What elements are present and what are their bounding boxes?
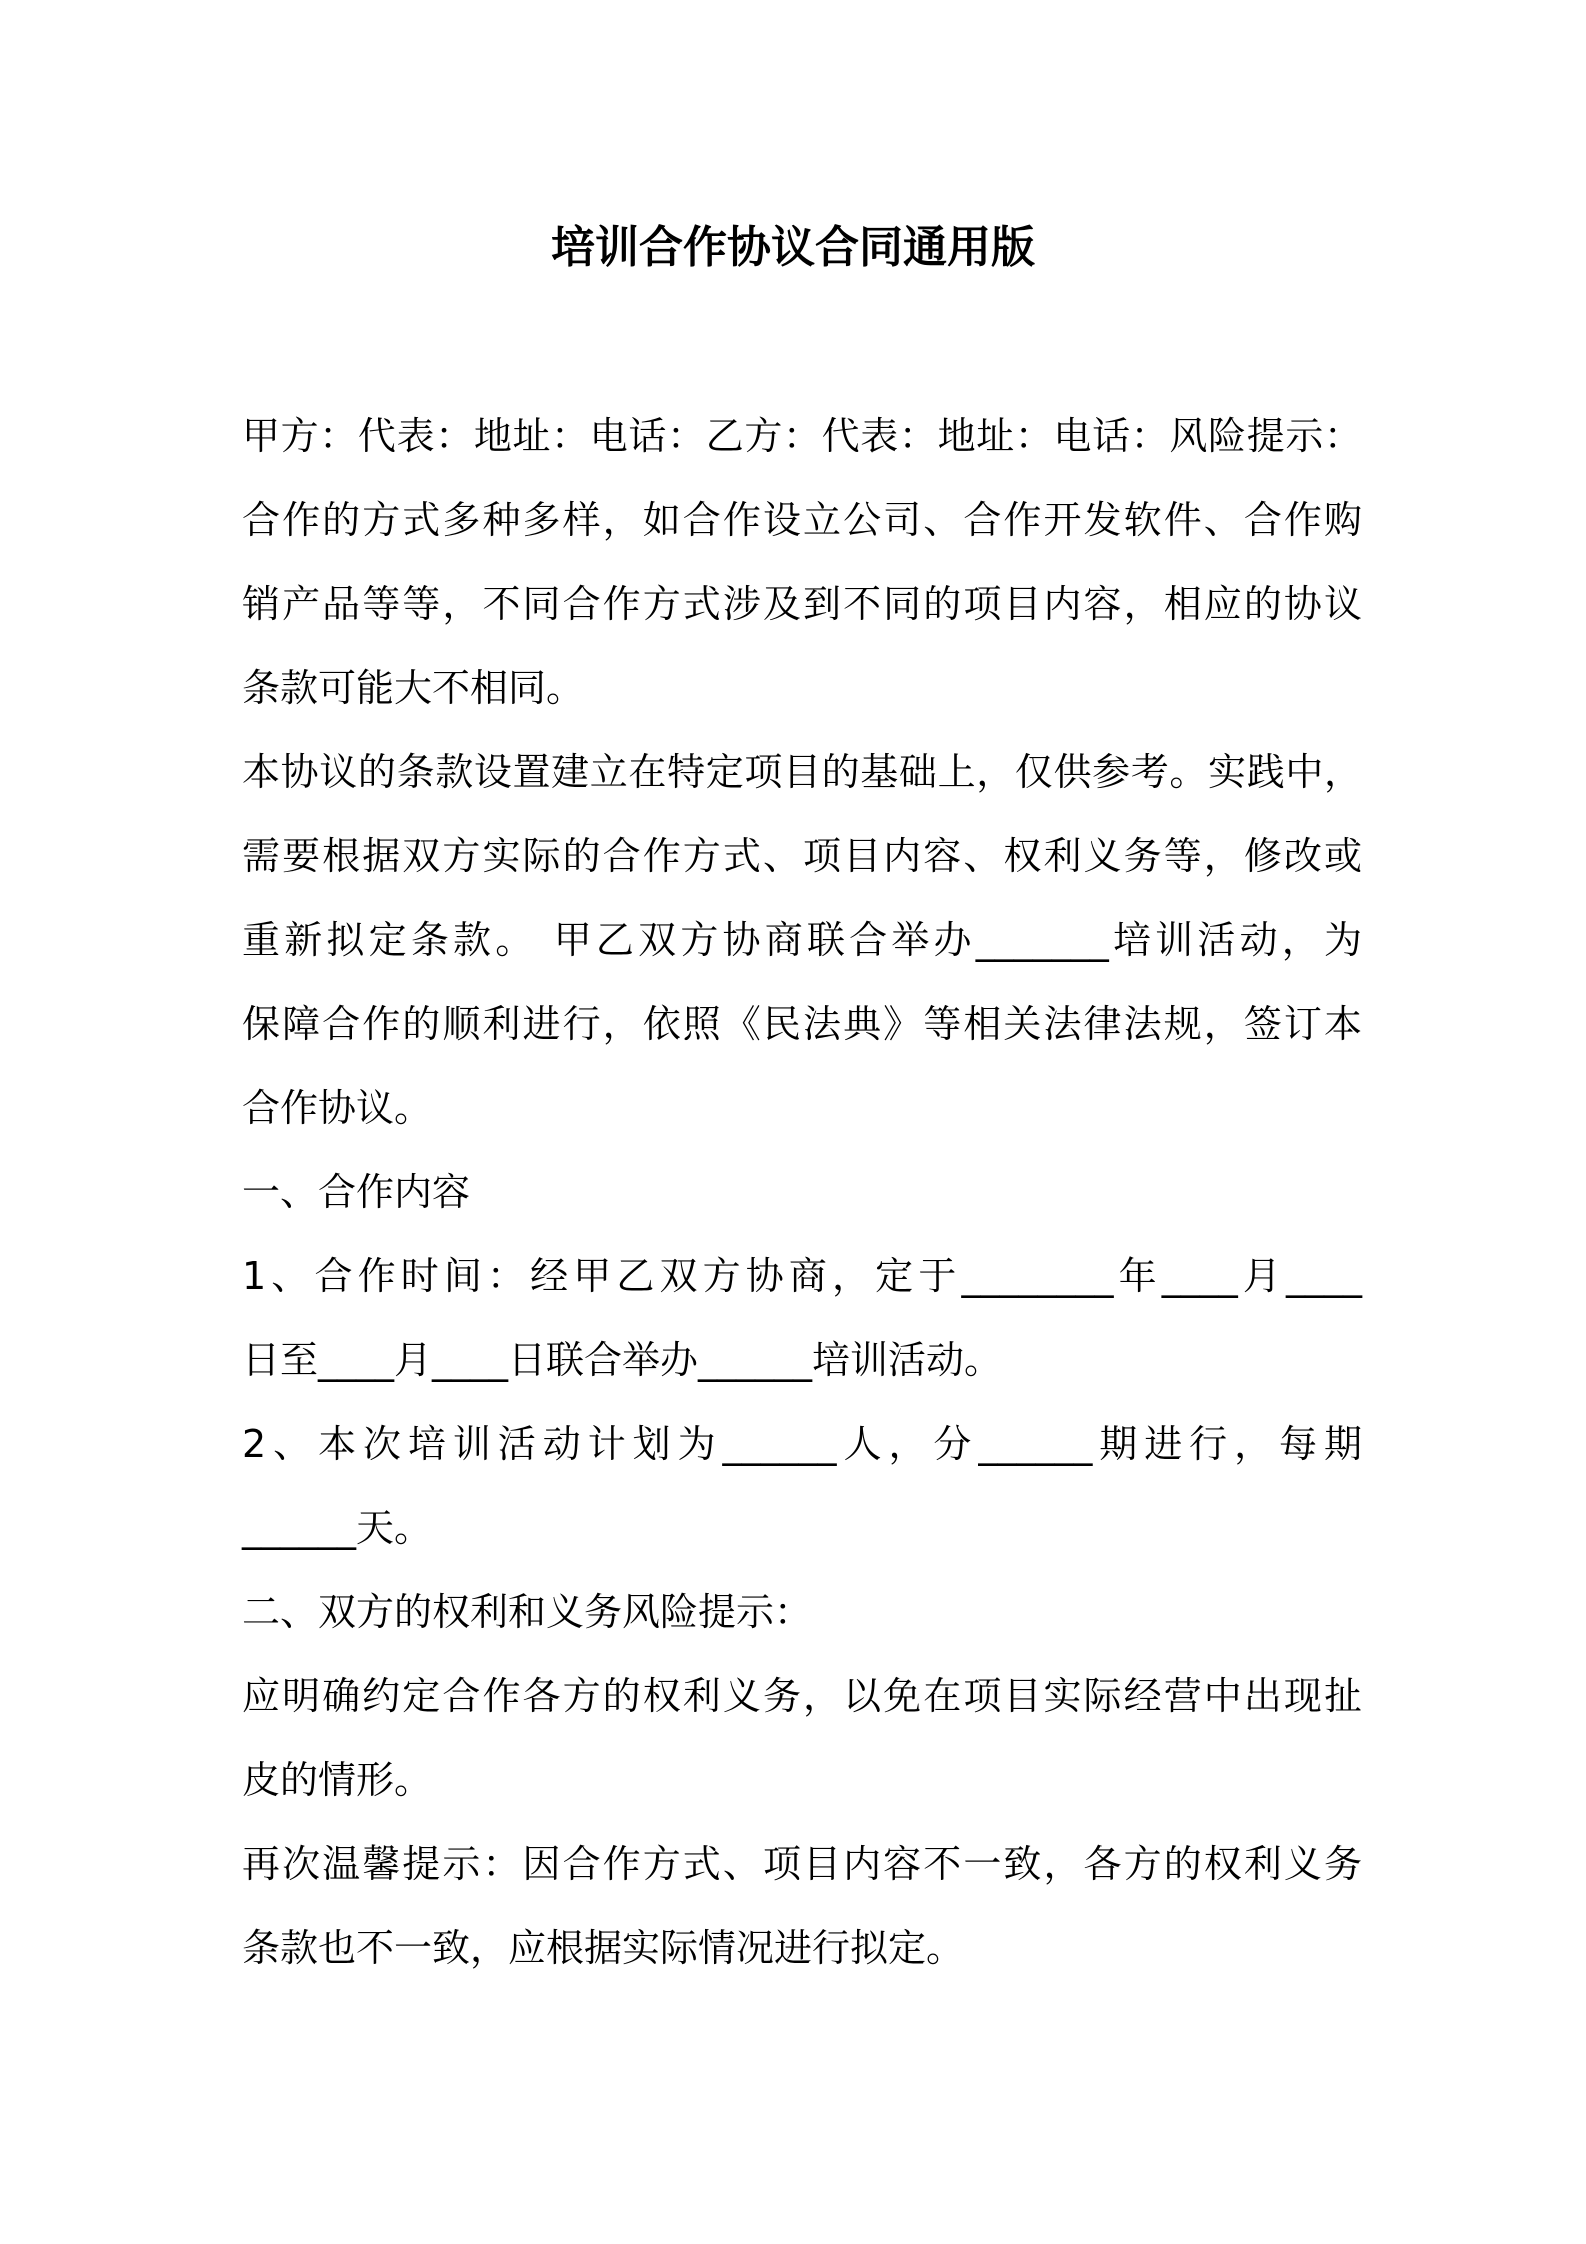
body-line: 需要根据双方实际的合作方式、项目内容、权利义务等，修改或 xyxy=(242,834,1362,878)
section-heading: 二、双方的权利和义务风险提示： xyxy=(242,1590,813,1634)
body-line: 日至____月____日联合举办______培训活动。 xyxy=(242,1338,1003,1382)
body-line: 再次温馨提示：因合作方式、项目内容不一致，各方的权利义务 xyxy=(242,1842,1362,1886)
body-line: 2、本次培训活动计划为______人，分______期进行，每期 xyxy=(242,1422,1362,1466)
body-line: 甲方：代表：地址：电话：乙方：代表：地址：电话：风险提示： xyxy=(242,414,1362,458)
body-line: 1、合作时间：经甲乙双方协商，定于________年____月____ xyxy=(242,1254,1362,1298)
body-line: 本协议的条款设置建立在特定项目的基础上，仅供参考。实践中， xyxy=(242,750,1362,794)
document-title: 培训合作协议合同通用版 xyxy=(551,222,1035,273)
body-line: ______天。 xyxy=(242,1506,433,1550)
body-line: 合作协议。 xyxy=(242,1086,433,1130)
body-line: 条款也不一致，应根据实际情况进行拟定。 xyxy=(242,1926,965,1970)
body-line: 合作的方式多种多样，如合作设立公司、合作开发软件、合作购 xyxy=(242,498,1362,542)
section-heading: 一、合作内容 xyxy=(242,1170,471,1214)
body-line: 应明确约定合作各方的权利义务，以免在项目实际经营中出现扯 xyxy=(242,1674,1362,1718)
body-line: 销产品等等，不同合作方式涉及到不同的项目内容，相应的协议 xyxy=(242,582,1362,626)
body-line: 重新拟定条款。 甲乙双方协商联合举办_______培训活动，为 xyxy=(242,918,1362,962)
body-line: 条款可能大不相同。 xyxy=(242,666,585,710)
body-line: 保障合作的顺利进行，依照《民法典》等相关法律法规，签订本 xyxy=(242,1002,1362,1046)
body-line: 皮的情形。 xyxy=(242,1758,433,1802)
